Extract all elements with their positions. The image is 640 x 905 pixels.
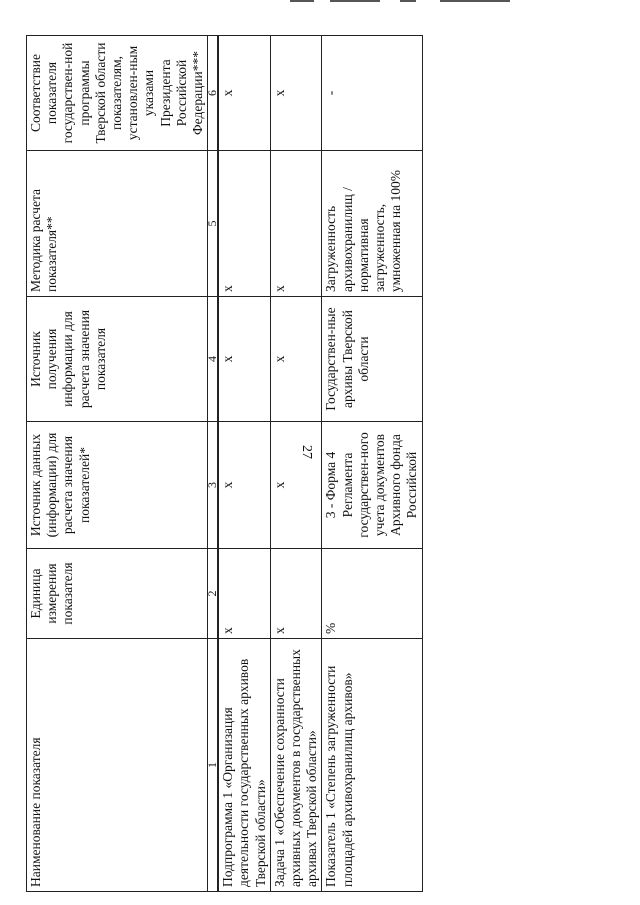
header-info-source: Источник получения информации для расчета значения показателя — [27, 297, 208, 422]
row-name: Показатель 1 «Степень загруженности площадей архивохранилищ архивов» — [322, 639, 422, 892]
row-info-source: Государствен-ные архивы Тверской области — [322, 297, 422, 422]
header-method: Методика расчета показателя** — [27, 151, 208, 297]
column-number: 1 — [208, 639, 219, 892]
indicator-table — [26, 35, 423, 892]
row-data-source: х — [270, 422, 322, 549]
row-correspondence: х — [270, 36, 322, 151]
row-method: х — [218, 151, 270, 297]
table-row-subprogram — [218, 36, 270, 892]
header-row — [27, 36, 208, 892]
row-correspondence: х — [218, 36, 270, 151]
row-name: Задача 1 «Обеспечение сохранности архивных документов в государственных архивах Тверской области» — [270, 639, 322, 892]
row-unit: % — [322, 549, 422, 639]
header-unit: Единица измерения показателя — [27, 549, 208, 639]
page-number: 27 — [299, 445, 314, 459]
column-number: 3 — [208, 422, 219, 549]
row-info-source: х — [218, 297, 270, 422]
row-data-source: 3 - Форма 4 Регламента государствен-ного учета документов Архивного фонда Российской — [322, 422, 422, 549]
column-number: 5 — [208, 151, 219, 297]
column-number: 2 — [208, 549, 219, 639]
header-data-source: Источник данных (информации) для расчета значения показателей* — [27, 422, 208, 549]
row-method: х — [270, 151, 322, 297]
column-number: 4 — [208, 297, 219, 422]
header-correspondence: Соответствие показателя государствен-ной программы Тверской области показателям, установлен-ным указами Президента Российской Федерации*** — [27, 36, 208, 151]
row-method: Загруженность архивохранилищ / нормативная загруженность, умноженная на 100% — [322, 151, 422, 297]
row-name: Подпрограмма 1 «Организация деятельности государственных архивов Тверской области» — [218, 639, 270, 892]
row-info-source: х — [270, 297, 322, 422]
column-number: 6 — [208, 36, 219, 151]
row-correspondence: - — [322, 36, 422, 151]
column-number-row — [208, 36, 219, 892]
row-unit: х — [218, 549, 270, 639]
scan-top-marks — [290, 0, 520, 4]
row-data-source: х — [218, 422, 270, 549]
row-unit: х — [270, 549, 322, 639]
table-row-indicator — [322, 36, 422, 892]
header-indicator-name: Наименование показателя — [27, 639, 208, 892]
table-row-task — [270, 36, 322, 892]
